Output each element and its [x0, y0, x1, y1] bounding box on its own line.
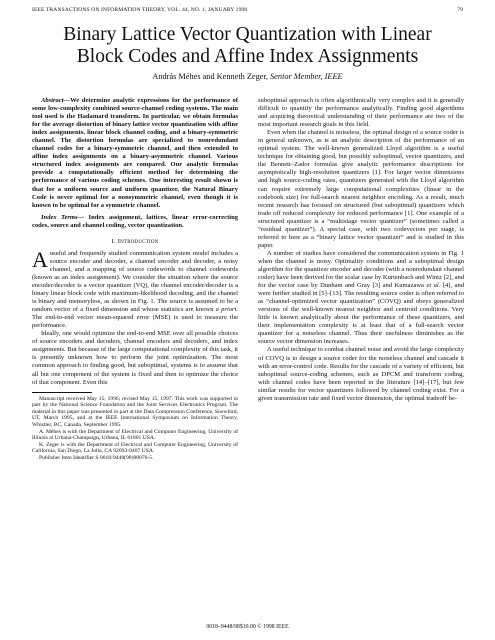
copyright-line: 0018–9448/98$10.00 © 1998 IEEE [206, 624, 289, 630]
title-line-1: Binary Lattice Vector Quantization with Linear [63, 24, 432, 45]
page-number: 79 [457, 7, 463, 13]
abstract-lead: Abstract— [41, 97, 71, 104]
right-paragraph-4: A useful technique to combat channel noise and avoid the large complexity of COVQ is to design a source coder for the noiseless channel and cascade it with an error-control code. Results for the cascade of a variety of efficient, but suboptimal source-coding schemes, such as DPCM and transform coding, with channel codes have been reported in the literature [14]–[17], but few similar results for vector quantizers followed by channel coding exist. For a given transmission rate and fixed vector dimension, the optimal tradeoff be- [258, 346, 464, 402]
right-paragraph-3 [258, 250, 464, 347]
abstract-text: We determine analytic expressions for the performance of some low-complexity combined source-channel coding systems. The main tool used is the Hadamard transform. In particular, we obtain formulas for the average distortion of binary lattice vector quantization with affine index assignments, linear block channel coding, and a binary-symmetric channel. The distortion formulas are specialized to nonredundant channel codes for a binary-symmetric channel, and then extended to affine index assignments on a binary-asymmetric channel. Various structured index assignments are compared. Our analytic formulas provide a computationally efficient method for determining the performance of various coding schemes. One interesting result shown is that for a uniform source and uniform quantizer, the Natural Binary Code is never optimal for a nonsymmetric channel, even though it is known to be optimal for a symmetric channel. [32, 97, 238, 209]
authors [0, 72, 495, 81]
right-p3-italic: et al. [426, 282, 441, 290]
index-terms-lead: Index Terms— [41, 213, 85, 221]
intro-paragraph-1 [32, 246, 238, 330]
abstract [32, 97, 238, 210]
footnote-publisher-id: Publisher Item Identifier S 0018-9448(98)00076-5. [39, 454, 154, 461]
author-names: András Méhes and Kenneth Zeger, [152, 72, 268, 81]
index-terms [32, 214, 238, 230]
index-terms-text: Index assignment, lattices, linear error-correcting codes, source and channel coding, vector quantization. [32, 213, 238, 229]
section-heading: I. Introduction [111, 237, 159, 245]
right-paragraph-1: suboptimal approach is often algorithmically very complex and it is generally difficult to quantify the performance analytically. Finding good algorithms and acquiring theoretical understanding of their performance are two of the most important research goals in this field. [258, 97, 464, 129]
intro-p1-end: The end-to-end vector mean-squared error (MSE) is used to measure the performance. [32, 314, 238, 330]
footnote-author-1: A. Méhes is with the Department of Electrical and Computer Engineering, University of Illinois at Urbana-Champaign, Urbana, IL 61801 USA. [32, 428, 238, 442]
paper-title [20, 24, 475, 68]
right-p3-a: A number of studies have considered the communication system in Fig. 1 when the channel is noisy. Optimality conditions and a suboptimal design algorithm for the quantizer encoder and decoder (with a nonredundant channel coder) have been derived for the scalar case by Kurtenbach and Wintz [2], and for the vector case by Dunham and Gray [3] and Kumazawa [258, 249, 464, 290]
intro-p1-text: useful and frequently studied communication system model includes a source encoder and decoder, a channel encoder and decoder, a noisy channel, and a mapping of source codewords to channel codewords (known as an index assignment). We consider the situation where the source encoder/decoder is a vector quantizer (VQ), the channel encoder/decoder is a binary linear block code with maximum-likelihood decoding, and the channel is binary and memoryless, as shown in Fig. 1. The source is assumed to be a random vector of a fixed dimension and whose statistics are known [32, 249, 238, 314]
author-membership: Senior Member, IEEE [270, 72, 343, 81]
right-p3-b: [4], and were further studied in [5]–[13]. The resulting source coder is often referred to as “channel-optimized vector quantization” (COVQ) and obeys generalized versions of the well-known nearest neighbor and centroid conditions. Very little is known analytically about the performance of these quantizers, and their implementation complexity is at least that of a full-search vector quantizer for a noiseless channel. Thus their usefulness diminishes as the source vector dimension increases. [258, 282, 465, 346]
title-line-2: Block Codes and Affine Index Assignments [76, 46, 419, 67]
footnote-rule [32, 392, 92, 393]
right-column [258, 97, 464, 403]
right-paragraph-2: Even when the channel is noiseless, the optimal design of a source coder is in general unknown, as is an analytic description of the performance of an optimal system. The well-known generalized Lloyd algorithm is a useful technique for obtaining good, but possibly suboptimal, vector quantizers, and the Bennett–Zador formulas give analytic performance descriptions for asymptotically high-resolution quantizers [1]. For larger vector dimensions and high source-coding rates, quantizers generated with the Lloyd algorithm can require extremely large computational complexities (linear in the codebook size) for full-search nearest neighbor encoding. As a result, much recent research has focused on structured (but suboptimal) quantizers which trade off reduced complexity for reduced performance [1]. One example of a structured quantizer is a “multistage vector quantizer” (sometimes called a “residual quantizer”). A special case, with two codevectors per stage, is referred to here as a “binary lattice vector quantizer” and is studied in this paper. [258, 129, 464, 249]
intro-paragraph-2: Ideally, one would optimize the end-to-end MSE over all possible choices of source encoders and decoders, channel encoders and decoders, and index assignments. But because of the large computational complexity of this task, it is presently unknown how to perform the joint optimization. The most common approach to finding good, but suboptimal, systems is to assume that all but one component of the system is fixed and then to optimize the choice of that component. Even this [32, 330, 238, 386]
footnote-manuscript: Manuscript received May 15, 1996; revised May 15, 1997. This work was supported in part by the National Science Foundation and the Joint Services Electronics Program. The material in this paper was presented in part at the Data Compression Conference, Snowbird, UT, March 1995, and at the IEEE International Symposium on Information Theory, Whistler, BC, Canada, September 1995. [32, 395, 238, 428]
footnote-author-2: K. Zeger is with the Department of Electrical and Computer Engineering, University of California, San Diego, La Jolla, CA 92093-0407 USA. [32, 441, 238, 455]
journal-header: IEEE TRANSACTIONS ON INFORMATION THEORY, VOL. 44, NO. 1, JANUARY 1998 [32, 7, 248, 13]
running-head [32, 7, 463, 17]
intro-p1-italic: a priori. [215, 306, 238, 314]
left-column [32, 97, 238, 462]
drop-cap: A [32, 246, 48, 272]
